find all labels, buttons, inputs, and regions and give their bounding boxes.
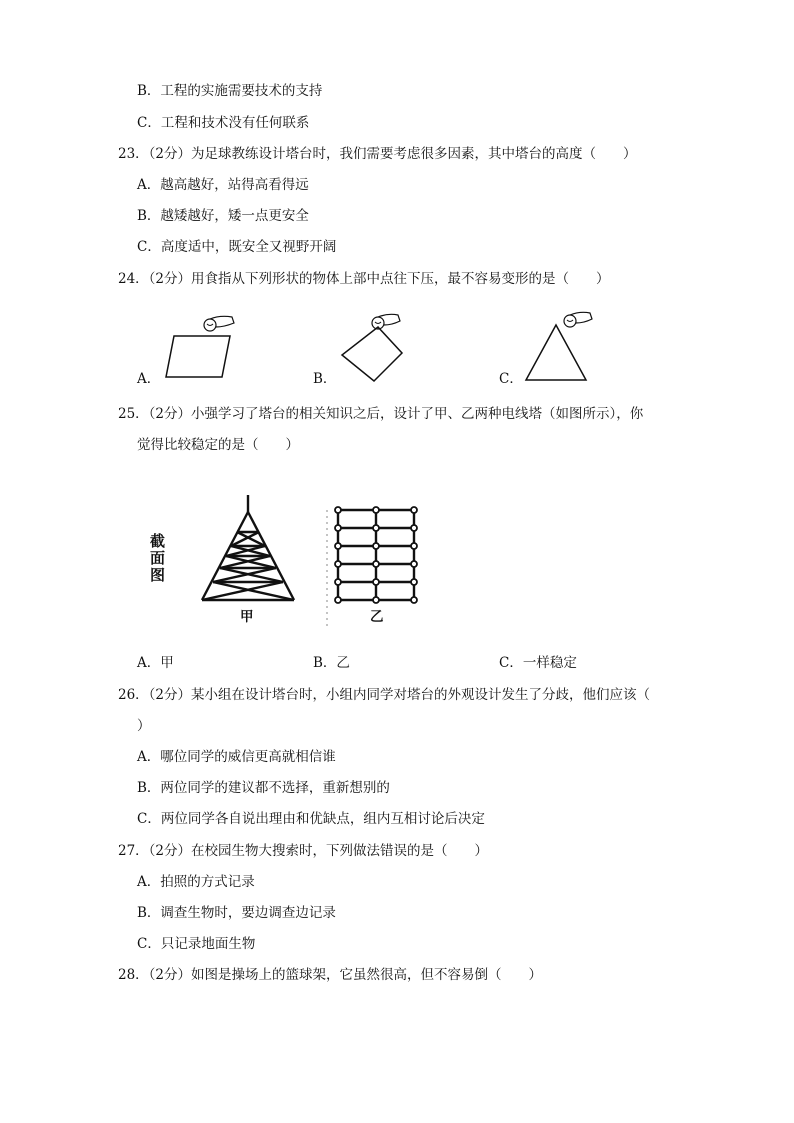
tower-jia-drawing: [202, 495, 294, 600]
q24-label-b: B．: [313, 371, 337, 387]
q24-figure-b-square: [330, 305, 410, 385]
q26-stem-line1: 26．（2分）某小组在设计塔台时，小组内同学对塔台的外观设计发生了分歧，他们应该（: [118, 687, 651, 703]
q26-option-a: A．哪位同学的威信更高就相信谁: [137, 749, 336, 765]
q26-stem-line2: ）: [137, 718, 151, 734]
q28-stem: 28．（2分）如图是操场上的篮球架，它虽然很高，但不容易倒（ ）: [118, 967, 543, 983]
q22-option-c: C．工程和技术没有任何联系: [137, 115, 310, 131]
q27-option-c: C．只记录地面生物: [137, 936, 256, 952]
q25-label-jia: 甲: [240, 609, 254, 625]
q25-option-b: B．乙: [313, 655, 350, 671]
q27-option-a: A．拍照的方式记录: [137, 874, 255, 890]
q25-option-c: C．一样稳定: [499, 655, 577, 671]
q27-stem: 27．（2分）在校园生物大搜索时，下列做法错误的是（ ）: [118, 843, 489, 859]
q24-stem: 24．（2分）用食指从下列形状的物体上部中点往下压，最不容易变形的是（ ）: [118, 271, 610, 287]
q22-option-b: B．工程的实施需要技术的支持: [137, 83, 323, 99]
pressing-hand-icon: [204, 316, 234, 331]
q24-figure-c-triangle: [520, 305, 600, 385]
q24-figure-a-parallelogram: [160, 305, 240, 385]
q23-option-b: B．越矮越好，矮一点更安全: [137, 208, 309, 224]
q26-option-b: B．两位同学的建议都不选择，重新想别的: [137, 780, 390, 796]
pressing-hand-icon: [564, 312, 592, 327]
q25-label-yi: 乙: [370, 609, 384, 625]
q25-tower-figures: [140, 490, 460, 635]
q26-option-c: C．两位同学各自说出理由和优缺点，组内互相讨论后决定: [137, 811, 485, 827]
q23-option-c: C．高度适中，既安全又视野开阔: [137, 239, 337, 255]
q25-stem-line1: 25．（2分）小强学习了塔台的相关知识之后，设计了甲、乙两种电线塔（如图所示），你: [118, 406, 644, 422]
q24-label-a: A．: [137, 371, 161, 387]
q23-stem: 23．（2分）为足球教练设计塔台时，我们需要考虑很多因素，其中塔台的高度（ ）: [118, 146, 637, 162]
q25-stem-line2: 觉得比较稳定的是（ ）: [137, 437, 299, 453]
q23-option-a: A．越高越好，站得高看得远: [137, 177, 309, 193]
q24-label-c: C．: [499, 371, 523, 387]
q25-side-label: 截面图: [150, 532, 166, 584]
tower-yi-drawing: [338, 510, 414, 600]
q25-option-a: A．甲: [137, 655, 174, 671]
pressing-hand-icon: [372, 314, 400, 329]
q27-option-b: B．调查生物时，要边调查边记录: [137, 905, 336, 921]
